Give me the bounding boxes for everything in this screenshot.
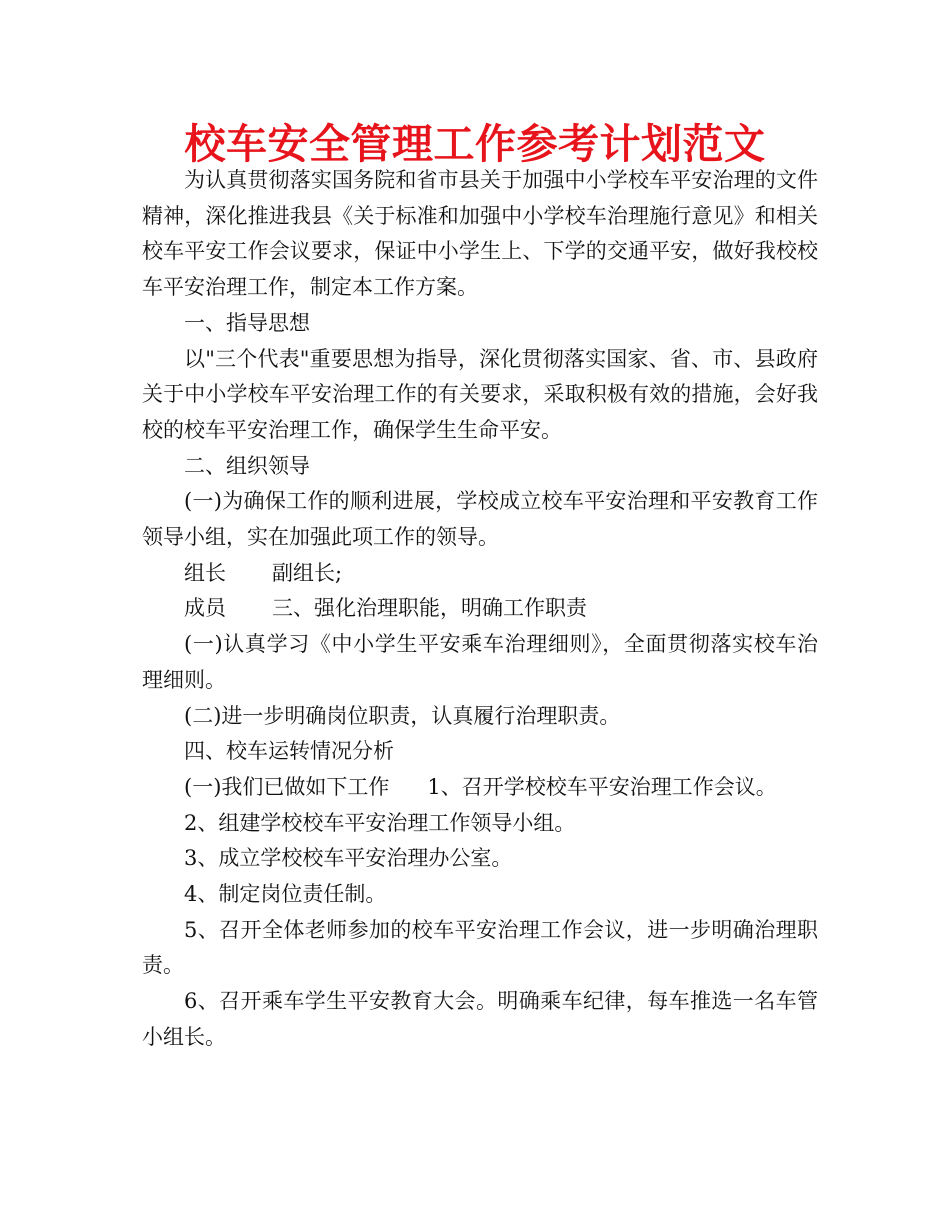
paragraph-clarify-duties: (二)进一步明确岗位职责，认真履行治理职责。 [184, 703, 621, 728]
paragraph-intro: 为认真贯彻落实国务院和省市县关于加强中小学校车平安治理的文件精神，深化推进我县《关于标准和加强中小学校车治理施行意见》和相关校车平安工作会议要求，保证中小学生上、下学的交通平安，做好我校校车平安治理工作，制定本工作方案。 [142, 168, 818, 300]
work-item-6: 6、召开乘车学生平安教育大会。明确乘车纪律，每车推选一名车管小组长。 [142, 989, 818, 1049]
heading-operation-analysis: 四、校车运转情况分析 [184, 739, 394, 764]
document-body [142, 163, 818, 1056]
work-item-5: 5、召开全体老师参加的校车平安治理工作会议，进一步明确治理职责。 [142, 917, 818, 978]
work-item-4: 4、制定岗位责任制。 [184, 882, 387, 907]
heading-organization: 二、组织领导 [184, 453, 310, 478]
heading-guiding-thought: 一、指导思想 [184, 310, 310, 335]
role-member: 成员 [184, 596, 226, 621]
heading-strengthen-management: 三、强化治理职能，明确工作职责 [272, 596, 587, 621]
roles-line-member [142, 591, 818, 627]
paragraph-organization: (一)为确保工作的顺利进展，学校成立校车平安治理和平安教育工作领导小组，实在加强此项工作的领导。 [142, 489, 818, 550]
paragraph-work-done [142, 770, 818, 806]
work-item-2: 2、组建学校校车平安治理工作领导小组。 [184, 810, 576, 835]
work-item-3: 3、成立学校校车平安治理办公室。 [184, 846, 513, 871]
paragraph-study-rules: (一)认真学习《中小学生平安乘车治理细则》，全面贯彻落实校车治理细则。 [142, 632, 818, 692]
work-done-intro: (一)我们已做如下工作 [184, 774, 390, 799]
role-deputy: 副组长; [272, 560, 343, 585]
page-title: 校车安全管理工作参考计划范文 [184, 120, 766, 168]
work-item-1: 1、召开学校校车平安治理工作会议。 [427, 774, 777, 799]
roles-line-leader [142, 556, 818, 592]
paragraph-guiding-thought: 以"三个代表"重要思想为指导，深化贯彻落实国家、省、市、县政府关于中小学校车平安治理工作的有关要求，采取积极有效的措施，会好我校的校车平安治理工作，确保学生生命平安。 [142, 346, 818, 442]
role-leader: 组长 [184, 560, 226, 585]
